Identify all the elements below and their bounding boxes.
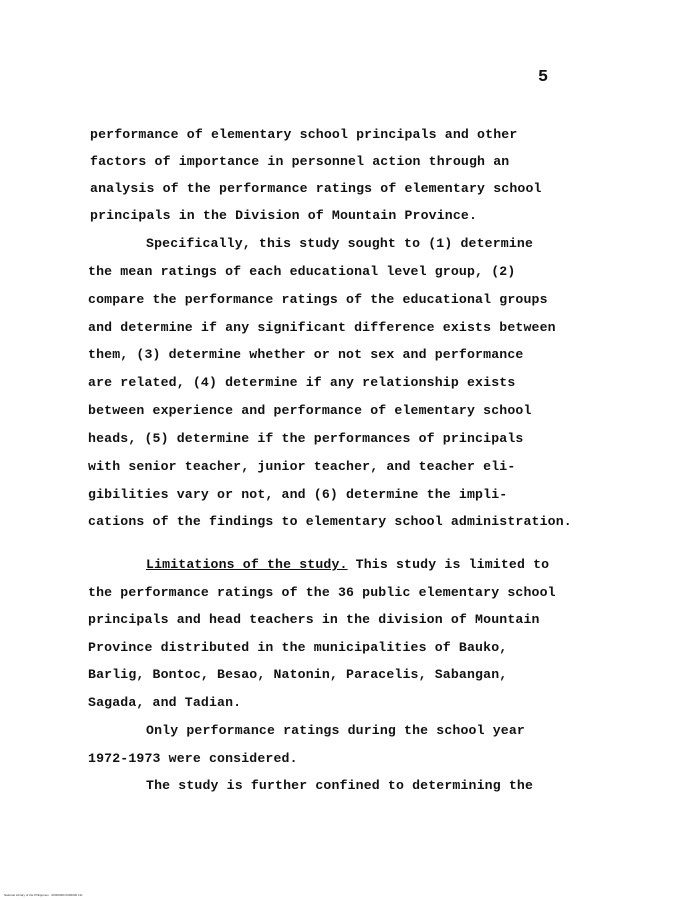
text-line: analysis of the performance ratings of elementary school <box>90 181 542 196</box>
text-line: Only performance ratings during the school year <box>146 723 525 738</box>
page-number: 5 <box>538 68 549 87</box>
text-line: with senior teacher, junior teacher, and teacher eli- <box>88 459 516 474</box>
text-span: This study is limited to <box>347 557 550 572</box>
text-line: Barlig, Bontoc, Besao, Natonin, Paracelis, Sabangan, <box>88 667 508 682</box>
text-line: Province distributed in the municipalities of Bauko, <box>88 640 508 655</box>
text-line <box>146 557 549 572</box>
text-line: factors of importance in personnel action through an <box>90 154 510 169</box>
text-line: The study is further confined to determining the <box>146 778 534 793</box>
section-heading: Limitations of the study. <box>146 557 348 572</box>
text-line: 1972-1973 were considered. <box>88 751 298 766</box>
text-line: performance of elementary school principals and other <box>90 127 518 142</box>
text-line: principals and head teachers in the division of Mountain <box>88 612 540 627</box>
text-line: cations of the findings to elementary school administration. <box>88 514 572 529</box>
text-line: Specifically, this study sought to (1) determine <box>146 236 534 251</box>
text-line: them, (3) determine whether or not sex and performance <box>88 347 524 362</box>
footer-stamp: National Library of the Philippines · 00000000 0000000 111 <box>4 893 83 897</box>
text-line: and determine if any significant difference exists between <box>88 320 556 335</box>
text-line: compare the performance ratings of the educational groups <box>88 292 548 307</box>
text-line: principals in the Division of Mountain Province. <box>90 208 478 223</box>
text-line: are related, (4) determine if any relationship exists <box>88 375 516 390</box>
text-line: Sagada, and Tadian. <box>88 695 242 710</box>
text-line: gibilities vary or not, and (6) determine the impli- <box>88 487 508 502</box>
text-line: the mean ratings of each educational level group, (2) <box>88 264 516 279</box>
text-line: heads, (5) determine if the performances of principals <box>88 431 524 446</box>
text-line: between experience and performance of elementary school <box>88 403 532 418</box>
text-line: the performance ratings of the 36 public elementary school <box>88 585 556 600</box>
